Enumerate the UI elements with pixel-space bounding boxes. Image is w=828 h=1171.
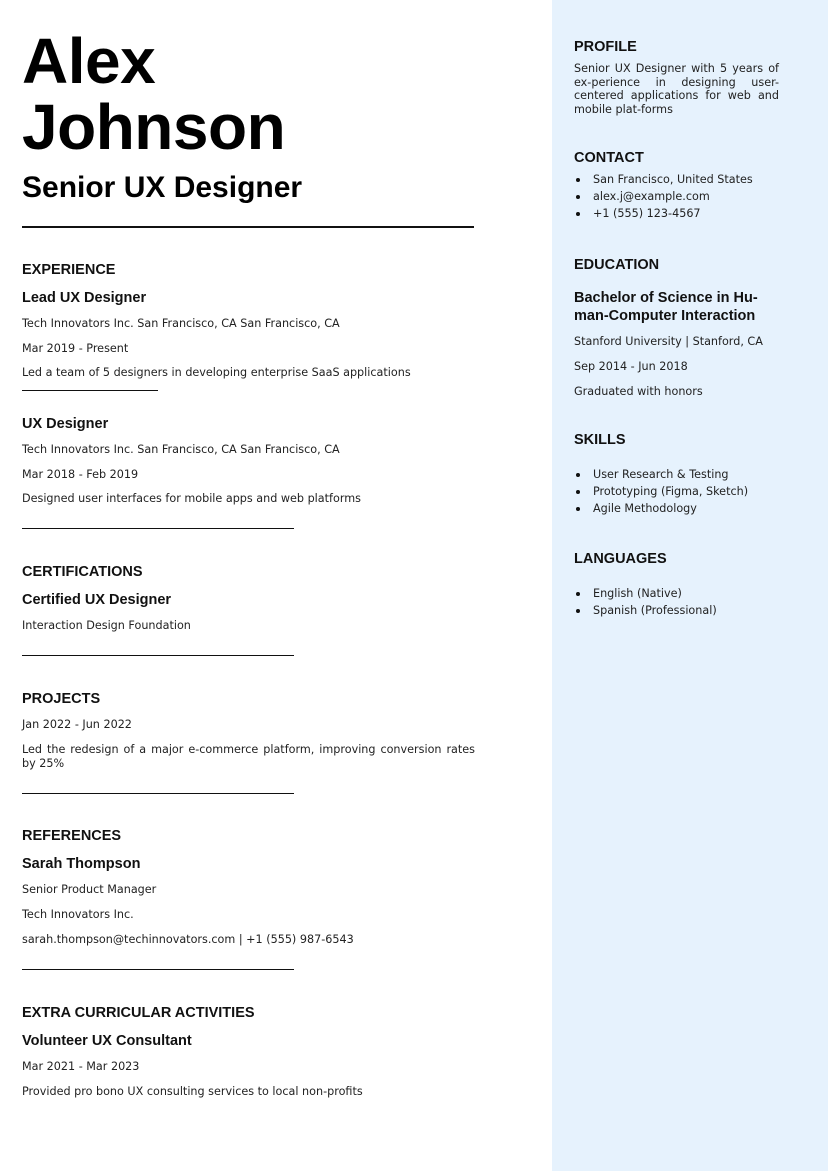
education-note: Graduated with honors xyxy=(574,385,703,398)
project-description: Led the redesign of a major e-commerce platform, improving conversion rates by 25% xyxy=(22,743,475,770)
education-degree: Bachelor of Science in Hu-man-Computer Interaction xyxy=(574,290,758,324)
profile-text: Senior UX Designer with 5 years of ex-perience in designing user-centered applications for web and mobile plat-forms xyxy=(574,62,779,116)
experience-company: Tech Innovators Inc. San Francisco, CA San Francisco, CA xyxy=(22,317,340,330)
experience-heading: EXPERIENCE xyxy=(22,262,116,278)
bullet-icon xyxy=(576,195,580,199)
bullet-icon xyxy=(576,212,580,216)
bullet-icon xyxy=(576,178,580,182)
section-divider xyxy=(22,969,294,970)
experience-role: UX Designer xyxy=(22,416,109,432)
header-divider xyxy=(22,226,474,228)
sidebar xyxy=(552,0,828,1171)
experience-role: Lead UX Designer xyxy=(22,290,147,306)
extracurricular-dates: Mar 2021 - Mar 2023 xyxy=(22,1060,140,1073)
languages-list xyxy=(574,585,717,619)
skill-item: Prototyping (Figma, Sketch) xyxy=(574,483,748,500)
bullet-icon xyxy=(576,507,580,511)
contact-item-location: San Francisco, United States xyxy=(574,171,753,188)
bullet-icon xyxy=(576,490,580,494)
skills-heading: SKILLS xyxy=(574,432,626,448)
experience-dates: Mar 2018 - Feb 2019 xyxy=(22,468,139,481)
skill-item: User Research & Testing xyxy=(574,466,748,483)
contact-heading: CONTACT xyxy=(574,150,644,166)
experience-description: Designed user interfaces for mobile apps and web platforms xyxy=(22,492,361,505)
section-divider xyxy=(22,655,294,656)
projects-heading: PROJECTS xyxy=(22,691,101,707)
certification-issuer: Interaction Design Foundation xyxy=(22,619,191,632)
experience-divider xyxy=(22,390,158,391)
job-title: Senior UX Designer xyxy=(22,171,303,204)
profile-heading: PROFILE xyxy=(574,39,637,55)
contact-item-phone: +1 (555) 123-4567 xyxy=(574,205,753,222)
language-item: Spanish (Professional) xyxy=(574,602,717,619)
project-dates: Jan 2022 - Jun 2022 xyxy=(22,718,132,731)
language-item: English (Native) xyxy=(574,585,717,602)
languages-heading: LANGUAGES xyxy=(574,551,667,567)
last-name: Johnson xyxy=(22,91,286,163)
experience-dates: Mar 2019 - Present xyxy=(22,342,129,355)
education-dates: Sep 2014 - Jun 2018 xyxy=(574,360,688,373)
contact-list xyxy=(574,171,753,222)
contact-item-email: alex.j@example.com xyxy=(574,188,753,205)
extracurricular-description: Provided pro bono UX consulting services to local non-profits xyxy=(22,1085,363,1098)
reference-company: Tech Innovators Inc. xyxy=(22,908,134,921)
education-heading: EDUCATION xyxy=(574,257,660,273)
education-school: Stanford University | Stanford, CA xyxy=(574,335,763,348)
reference-name: Sarah Thompson xyxy=(22,856,141,872)
skills-list xyxy=(574,466,748,517)
bullet-icon xyxy=(576,609,580,613)
experience-company: Tech Innovators Inc. San Francisco, CA San Francisco, CA xyxy=(22,443,340,456)
extracurricular-heading: EXTRA CURRICULAR ACTIVITIES xyxy=(22,1005,255,1021)
bullet-icon xyxy=(576,592,580,596)
certification-name: Certified UX Designer xyxy=(22,592,172,608)
first-name: Alex xyxy=(22,25,156,97)
section-divider xyxy=(22,793,294,794)
section-divider xyxy=(22,528,294,529)
reference-contact: sarah.thompson@techinnovators.com | +1 (555) 987-6543 xyxy=(22,933,354,946)
reference-position: Senior Product Manager xyxy=(22,883,157,896)
skill-item: Agile Methodology xyxy=(574,500,748,517)
certifications-heading: CERTIFICATIONS xyxy=(22,564,143,580)
bullet-icon xyxy=(576,473,580,477)
references-heading: REFERENCES xyxy=(22,828,122,844)
experience-description: Led a team of 5 designers in developing enterprise SaaS applications xyxy=(22,366,411,379)
extracurricular-role: Volunteer UX Consultant xyxy=(22,1033,192,1049)
